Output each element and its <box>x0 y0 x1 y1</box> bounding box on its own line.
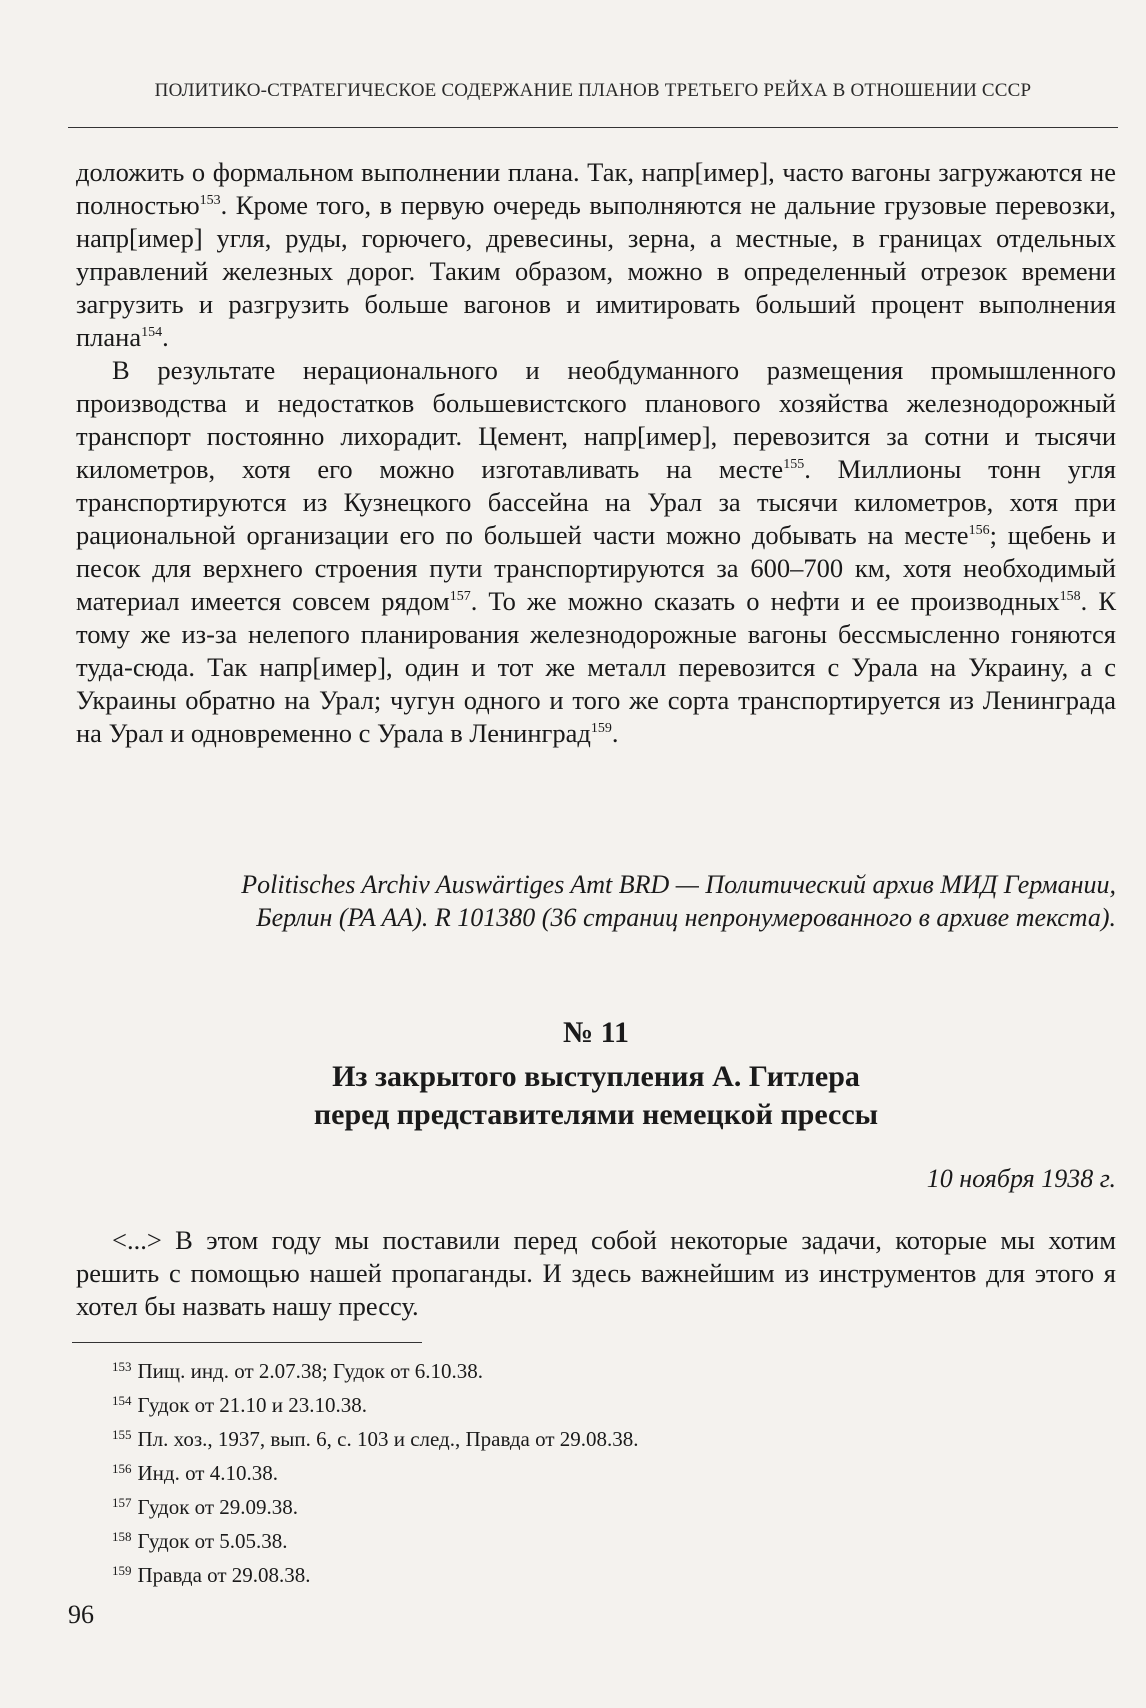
paragraph-1-text: . <box>162 322 169 352</box>
paragraph-2-text: ; щебень и песок для верхнего строения пути транспортируются за 600–700 км, хотя необходимый материал имеется совсем рядом <box>76 520 1116 616</box>
document-number: № 11 <box>563 1016 629 1049</box>
footnotes <box>112 1352 1012 1590</box>
paragraph-2 <box>76 354 1116 750</box>
footnote <box>112 1386 1012 1420</box>
footnote-text: Инд. от 4.10.38. <box>137 1461 278 1485</box>
footnote-text: Пл. хоз., 1937, вып. 6, с. 103 и след., Правда от 29.08.38. <box>137 1427 639 1451</box>
footnote-ref: 157 <box>449 589 471 604</box>
footnote-number: 159 <box>112 1563 132 1578</box>
document-body: <...> В этом году мы поставили перед собой некоторые задачи, которые мы хотим решить с помощью нашей пропаганды. И здесь важнейшим из инструментов для этого я хотел бы назвать нашу прессу. <box>76 1225 1116 1321</box>
footnote-number: 154 <box>112 1393 132 1408</box>
footnote-number: 155 <box>112 1427 132 1442</box>
footnote-number: 153 <box>112 1359 132 1374</box>
header-divider <box>68 127 1118 128</box>
footnote <box>112 1352 1012 1386</box>
document-date: 10 ноября 1938 г. <box>926 1164 1116 1193</box>
document-title-line-2: перед представителями немецкой прессы <box>313 1098 879 1131</box>
footnote <box>112 1522 1012 1556</box>
paragraph-2-text: . То же можно сказать о нефти и ее производных <box>470 586 1060 616</box>
archive-source-note: Politisches Archiv Auswärtiges Amt BRD — Политический архив МИД Германии, Берлин (PA AA). R 101380 (36 страниц непронумерованного в архиве текста). <box>241 870 1116 932</box>
footnote-text: Гудок от 5.05.38. <box>137 1529 288 1553</box>
paragraph-2-text: В результате нерационального и необдуманного размещения промышленного производства и недостатков большевистского планового хозяйства железнодорожный транспорт постоянно лихорадит. Цемент, напр[имер], перевозится за сотни и тысячи километров, хотя его можно изготавливать на месте <box>76 355 1116 484</box>
footnote-ref: 158 <box>1059 589 1081 604</box>
footnote-number: 158 <box>112 1529 132 1544</box>
footnote-text: Гудок от 21.10 и 23.10.38. <box>137 1393 368 1417</box>
footnote-ref: 155 <box>783 457 805 472</box>
paragraph-1 <box>76 156 1116 354</box>
main-text <box>76 156 1116 750</box>
footnote-divider <box>72 1342 422 1343</box>
footnote-number: 157 <box>112 1495 132 1510</box>
running-head: ПОЛИТИКО-СТРАТЕГИЧЕСКОЕ СОДЕРЖАНИЕ ПЛАНОВ ТРЕТЬЕГО РЕЙХА В ОТНОШЕНИИ СССР <box>154 80 1032 101</box>
paragraph-1-text: доложить о формальном выполнении плана. Так, напр[имер], часто вагоны загружаются не полностью <box>76 157 1116 220</box>
footnote-ref: 153 <box>199 193 221 208</box>
footnote-ref: 159 <box>590 721 612 736</box>
footnote-number: 156 <box>112 1461 132 1476</box>
document-title <box>76 1058 1116 1134</box>
footnote <box>112 1454 1012 1488</box>
footnote <box>112 1420 1012 1454</box>
footnote-ref: 154 <box>141 325 163 340</box>
footnote-text: Правда от 29.08.38. <box>137 1563 311 1587</box>
footnote-ref: 156 <box>968 523 990 538</box>
footnote-text: Пищ. инд. от 2.07.38; Гудок от 6.10.38. <box>137 1359 484 1383</box>
document-title-line-1: Из закрытого выступления А. Гитлера <box>332 1060 860 1093</box>
paragraph-2-text: . К тому же из-за нелепого планирования железнодорожные вагоны бессмысленно гоняются туда-сюда. Так напр[имер], один и тот же металл перевозится с Урала на Украину, а с Украины обратно на Урал; чугун одного и того же сорта транспортируется из Ленинграда на Урал и одновременно с Урала в Ленинград <box>76 586 1116 748</box>
paragraph-2-text: . Миллионы тонн угля транспортируются из Кузнецкого бассейна на Урал за тысячи километров, хотя при рациональной организации его по большей части можно добывать на месте <box>76 454 1116 550</box>
paragraph-2-text: . <box>611 718 619 748</box>
footnote-text: Гудок от 29.09.38. <box>137 1495 299 1519</box>
page-number: 96 <box>68 1600 94 1629</box>
footnote <box>112 1556 1012 1590</box>
footnote <box>112 1488 1012 1522</box>
paragraph-1-text: . Кроме того, в первую очередь выполняются не дальние грузовые перевозки, напр[имер] угля, руды, горючего, древесины, зерна, а местные, в границах отдельных управлений железных дорог. Таким образом, можно в определенный отрезок времени загрузить и разгрузить больше вагонов и имитировать больший процент выполнения плана <box>76 190 1116 352</box>
